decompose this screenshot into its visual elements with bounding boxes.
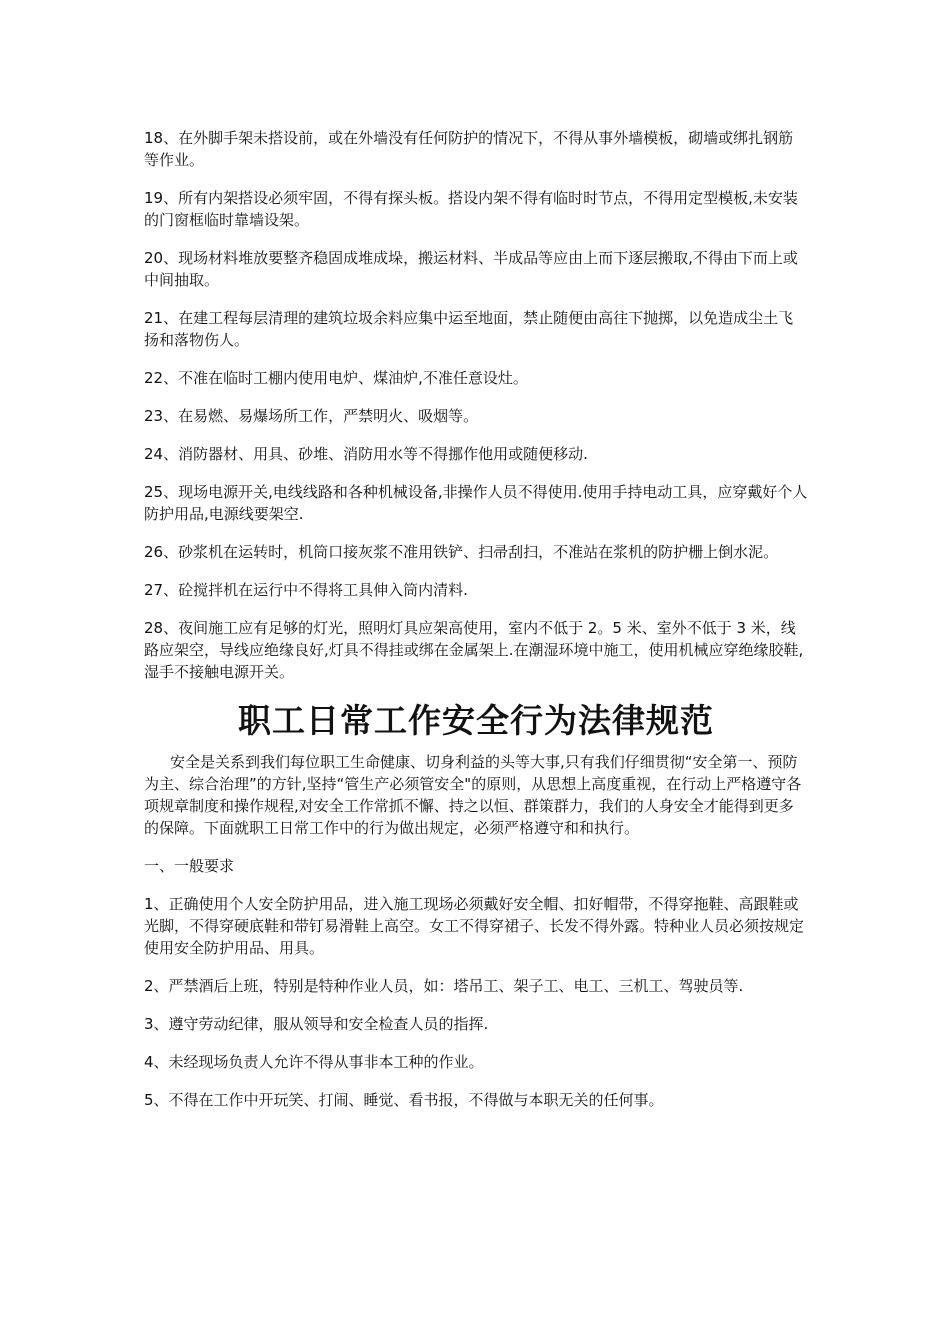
requirement-item-4: 4、未经现场负责人允许不得从事非本工种的作业。 — [144, 1053, 484, 1071]
requirement-item-1: 1、正确使用个人安全防护用品，进入施工现场必须戴好安全帽、扣好帽带，不得穿拖鞋、高跟鞋或光脚，不得穿硬底鞋和带钉易滑鞋上高空。女工不得穿裙子、长发不得外露。特种业人员必须按规定使用安全防护用品、用具。 — [144, 895, 805, 957]
rule-item-21: 21、在建工程每层清理的建筑垃圾余料应集中运至地面，禁止随便由高往下抛掷，以免造成尘土飞扬和落物伤人。 — [144, 309, 794, 349]
rule-item-26: 26、砂浆机在运转时，机筒口接灰浆不准用铁铲、扫帚刮扫，不准站在浆机的防护栅上倒水泥。 — [144, 543, 779, 561]
document-title: 职工日常工作安全行为法律规范 — [238, 701, 714, 740]
rule-item-20: 20、现场材料堆放要整齐稳固成堆成垛，搬运材料、半成品等应由上而下逐层搬取,不得由下而上或中间抽取。 — [144, 249, 798, 289]
rule-item-27: 27、砼搅拌机在运行中不得将工具伸入筒内清料. — [144, 581, 468, 599]
section-heading: 一、一般要求 — [144, 857, 235, 875]
rule-item-19: 19、所有内架搭设必须牢固，不得有探头板。搭设内架不得有临时时节点，不得用定型模板,未安装的门窗框临时靠墙设架。 — [144, 189, 798, 229]
rule-item-22: 22、不准在临时工棚内使用电炉、煤油炉,不准任意设灶。 — [144, 369, 528, 387]
intro-paragraph: 安全是关系到我们每位职工生命健康、切身利益的头等大事,只有我们仔细贯彻“安全第一、预防为主、综合治理”的方针,坚持“管生产必须管安全"的原则，从思想上高度重视，在行动上严格遵守各项规章制度和操作规程,对安全工作常抓不懈、持之以恒、群策群力，我们的人身安全才能得到更多的保障。下面就职工日常工作中的行为做出规定，必须严格遵守和和执行。 — [144, 753, 802, 837]
document-page — [144, 127, 808, 1127]
requirement-item-3: 3、遵守劳动纪律，服从领导和安全检查人员的指挥. — [144, 1015, 489, 1033]
requirement-item-2: 2、严禁酒后上班，特别是特种作业人员，如：塔吊工、架子工、电工、三机工、驾驶员等. — [144, 977, 744, 995]
rule-item-28: 28、夜间施工应有足够的灯光，照明灯具应架高使用，室内不低于 2。5 米、室外不低于 3 米，线路应架空，导线应绝缘良好,灯具不得挂或绑在金属架上.在潮湿环境中施工，使用机械应穿绝缘胶鞋,湿手不接触电源开关。 — [144, 619, 804, 681]
rule-item-18: 18、在外脚手架未搭设前，或在外墙没有任何防护的情况下，不得从事外墙模板，砌墙或绑扎钢筋等作业。 — [144, 129, 794, 169]
rule-item-24: 24、消防器材、用具、砂堆、消防用水等不得挪作他用或随便移动. — [144, 445, 588, 463]
rule-item-25: 25、现场电源开关,电线线路和各种机械设备,非操作人员不得使用.使用手持电动工具，应穿戴好个人防护用品,电源线要架空. — [144, 483, 808, 523]
rule-item-23: 23、在易燃、易爆场所工作，严禁明火、吸烟等。 — [144, 407, 479, 425]
requirement-item-5: 5、不得在工作中开玩笑、打闹、睡觉、看书报，不得做与本职无关的任何事。 — [144, 1091, 664, 1109]
